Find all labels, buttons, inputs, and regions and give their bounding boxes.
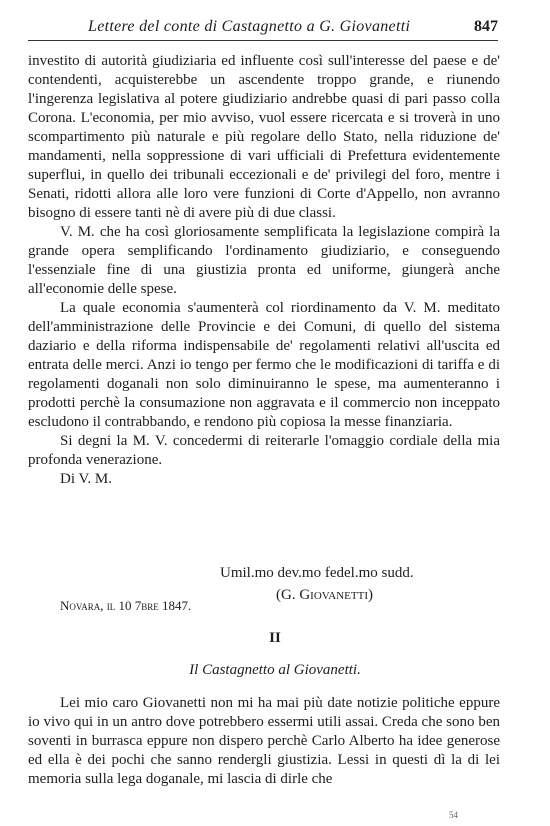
letter-two-body: [28, 694, 500, 789]
section-title: Il Castagnetto al Giovanetti.: [189, 662, 361, 678]
signature-line: Umil.mo dev.mo fedel.mo sudd.: [220, 565, 414, 581]
letter-one-body: [28, 52, 500, 489]
running-title: Lettere del conte di Castagnetto a G. Giovanetti: [88, 18, 411, 35]
paragraph: Lei mio caro Giovanetti non mi ha mai più date notizie politiche eppure io vivo qui in un antro dove potrebbero essermi utili assai. Creda che sono ben soventi in burrasca eppure non dispero perchè Carlo Alberto ha idee generose ed ella è dei pochi che sanno rendergli giustizia. Lessi in questi dì la di lei memoria sulla lega doganale, mi lascia di dirle che: [28, 695, 500, 787]
footer-mark: 54: [449, 810, 458, 820]
paragraph: V. M. che ha così gloriosamente semplificata la legislazione compirà la grande opera semplificando l'ordinamento giudiziario, e conseguendo l'essenziale fine di una giustizia pronta ed uniforme, giungerà anche all'economie delle spese.: [28, 224, 500, 297]
page-number: 847: [474, 18, 498, 35]
date-place: Novara, il 10 7bre 1847.: [60, 598, 192, 613]
running-head: [28, 18, 498, 41]
paragraph: Si degni la M. V. concedermi di reiterarle l'omaggio cordiale della mia profonda venerazione.: [28, 433, 500, 468]
section-number: II: [269, 630, 281, 646]
signature-block: [220, 562, 414, 606]
closing-salutation: Di V. M.: [60, 471, 112, 487]
paragraph: investito di autorità giudiziaria ed influente così sull'interesse del paese e de' contendenti, acquisterebbe un ascendente troppo grande, e riunendo l'ingerenza legislativa al potere giudiziario andrebbe quasi di pari passo colla Corona. L'economia, per mio avviso, vuol essere ricercata e si troverà in uno scompartimento più naturale e più regolare dello Stato, nella riduzione de' mandamenti, nella soppressione di vari ufficiali di Prefettura evidentemente superflui, in quello dei tribunali eccezionali e de' privilegi del foro, mentre i Senati, ridotti allora alle loro vere funzioni di Corte d'Appello, non avranno bisogno di essere tanti nè di avere più di due classi.: [28, 53, 500, 221]
signature-name: (G. Giovanetti): [276, 587, 373, 603]
paragraph: La quale economia s'aumenterà col riordinamento da V. M. meditato dell'amministrazione delle Provincie e dei Comuni, di quello del sistema daziario e della riforma indispensabile de' regolamenti relativi all'uscita ed entrata delle merci. Anzi io tengo per fermo che le modificazioni di tariffa e di regolamenti doganali non solo diminuiranno le spese, ma aumenteranno i prodotti perchè la consumazione non aggravata e il commercio non inceppato escludono il contrabbando, e rendono più copiosa la messe finanziaria.: [28, 300, 500, 430]
